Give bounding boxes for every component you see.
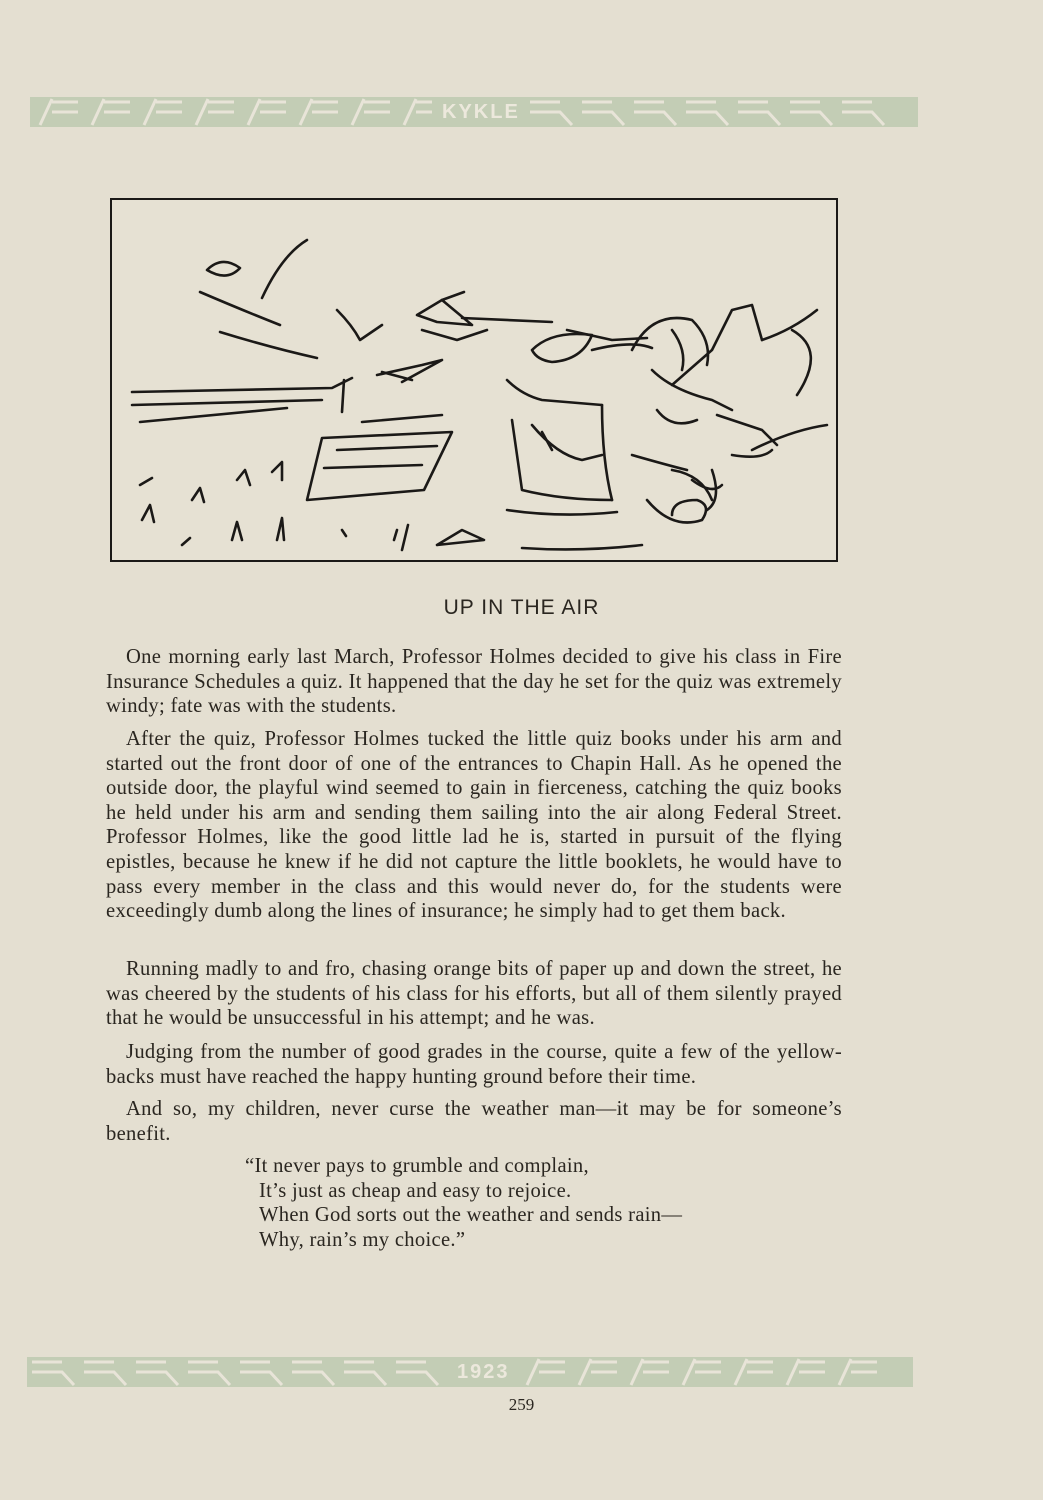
page-number: 259 bbox=[508, 1395, 535, 1414]
cartoon-drawing-icon bbox=[112, 200, 836, 560]
article-paragraph: And so, my children, never curse the weather man—it may be for someone’s benefit. bbox=[106, 1098, 842, 1145]
header-banner bbox=[30, 97, 918, 127]
verse-line: Why, rain’s my choice.” bbox=[259, 1229, 466, 1251]
article-paragraph: After the quiz, Professor Holmes tucked the little quiz books under his arm and started out the front door of one of the entrances to Chapin Hall. As he opened the outside door, the playful wind seemed to gain in fierceness, catching the quiz books he held under his arm and sending them sailing into the air along Federal Street. Professor Holmes, like the good little lad he is, started in pursuit of the flying epistles, because he knew if he did not capture the little booklets, he would have to pass every member in the class and this would never do, for the students were exceedingly dumb along the lines of insurance; he simply had to get them back. bbox=[106, 728, 842, 923]
cartoon-illustration bbox=[110, 198, 838, 562]
verse-line: It’s just as cheap and easy to rejoice. bbox=[259, 1180, 572, 1202]
banner-year: 1923 bbox=[447, 1357, 520, 1387]
banner-title: KYKLE bbox=[432, 97, 530, 127]
article-paragraph: Judging from the number of good grades in the course, quite a few of the yellow-backs must have reached the happy hunting ground before their time. bbox=[106, 1041, 842, 1088]
footer-banner bbox=[27, 1357, 913, 1387]
verse-line: “It never pays to grumble and complain, bbox=[245, 1155, 589, 1177]
article-title: UP IN THE AIR bbox=[443, 596, 600, 619]
verse-line: When God sorts out the weather and sends rain— bbox=[259, 1204, 683, 1226]
article-paragraph: One morning early last March, Professor Holmes decided to give his class in Fire Insurance Schedules a quiz. It happened that the day he set for the quiz was extremely windy; fate was with the students. bbox=[106, 646, 842, 718]
article-paragraph: Running madly to and fro, chasing orange bits of paper up and down the street, he was cheered by the students of his class for his efforts, but all of them silently prayed that he would be unsuccessful in his attempt; and he was. bbox=[106, 958, 842, 1030]
